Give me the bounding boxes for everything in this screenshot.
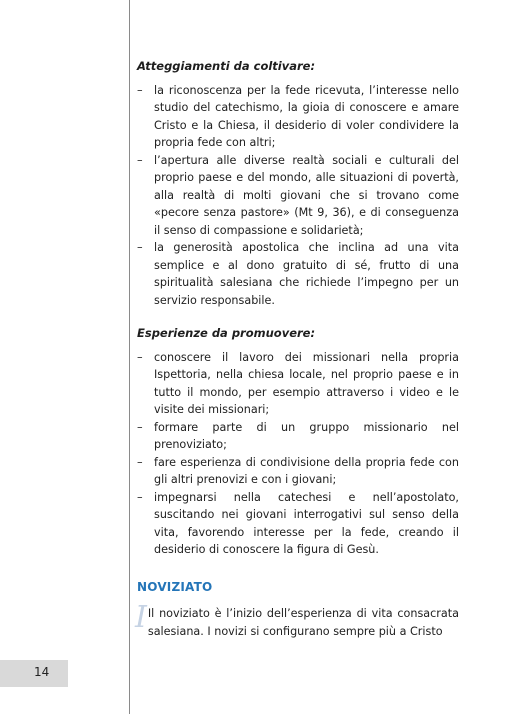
list-item: – impegnarsi nella catechesi e nell’apostolato, suscitando nei giovani interrogativi sul senso della vita, favorendo interesse per la fede, creando il desiderio di conoscere la figura di Gesù. [137, 489, 459, 559]
list-item: – conoscere il lavoro dei missionari nella propria Ispettoria, nella chiesa locale, nel proprio paese e in tutto il mondo, per esempio attraverso i video e le visite dei missionari; [137, 349, 459, 419]
margin-rule [129, 0, 130, 714]
experiences-list [137, 349, 459, 559]
noviziato-paragraph [135, 600, 459, 640]
noviziato-text: Il noviziato è l’inizio dell’esperienza di vita consacrata salesiana. I novizi si configurano sempre più a Cristo [147, 607, 459, 638]
list-item: – l’apertura alle diverse realtà sociali e culturali del proprio paese e del mondo, alle situazioni di povertà, alla realtà di molti giovani che si trovano come «pecore senza pastore» (Mt 9, 36), e di conseguenza il senso di compassione e solidarietà; [137, 152, 459, 240]
list-item: – la riconoscenza per la fede ricevuta, l’interesse nello studio del catechismo, la gioia di conoscere e amare Cristo e la Chiesa, il desiderio di voler condividere la propria fede con altri; [137, 82, 459, 152]
page-number-box [0, 660, 68, 687]
list-item: – formare parte di un gruppo missionario nel prenoviziato; [137, 419, 459, 454]
drop-cap-letter: I [135, 600, 147, 635]
noviziato-heading: NOVIZIATO [137, 579, 213, 594]
list-item: – la generosità apostolica che inclina ad una vita semplice e al dono gratuito di sé, frutto di una spiritualità salesiana che richiede l’impegno per un servizio responsabile. [137, 239, 459, 309]
section-title-attitudes: Atteggiamenti da coltivare: [137, 59, 316, 73]
section-title-experiences: Esperienze da promuovere: [137, 326, 316, 340]
attitudes-list [137, 82, 459, 310]
page-content [137, 58, 459, 640]
page-number: 14 [34, 665, 50, 679]
list-item: – fare esperienza di condivisione della propria fede con gli altri prenovizi e con i giovani; [137, 454, 459, 489]
